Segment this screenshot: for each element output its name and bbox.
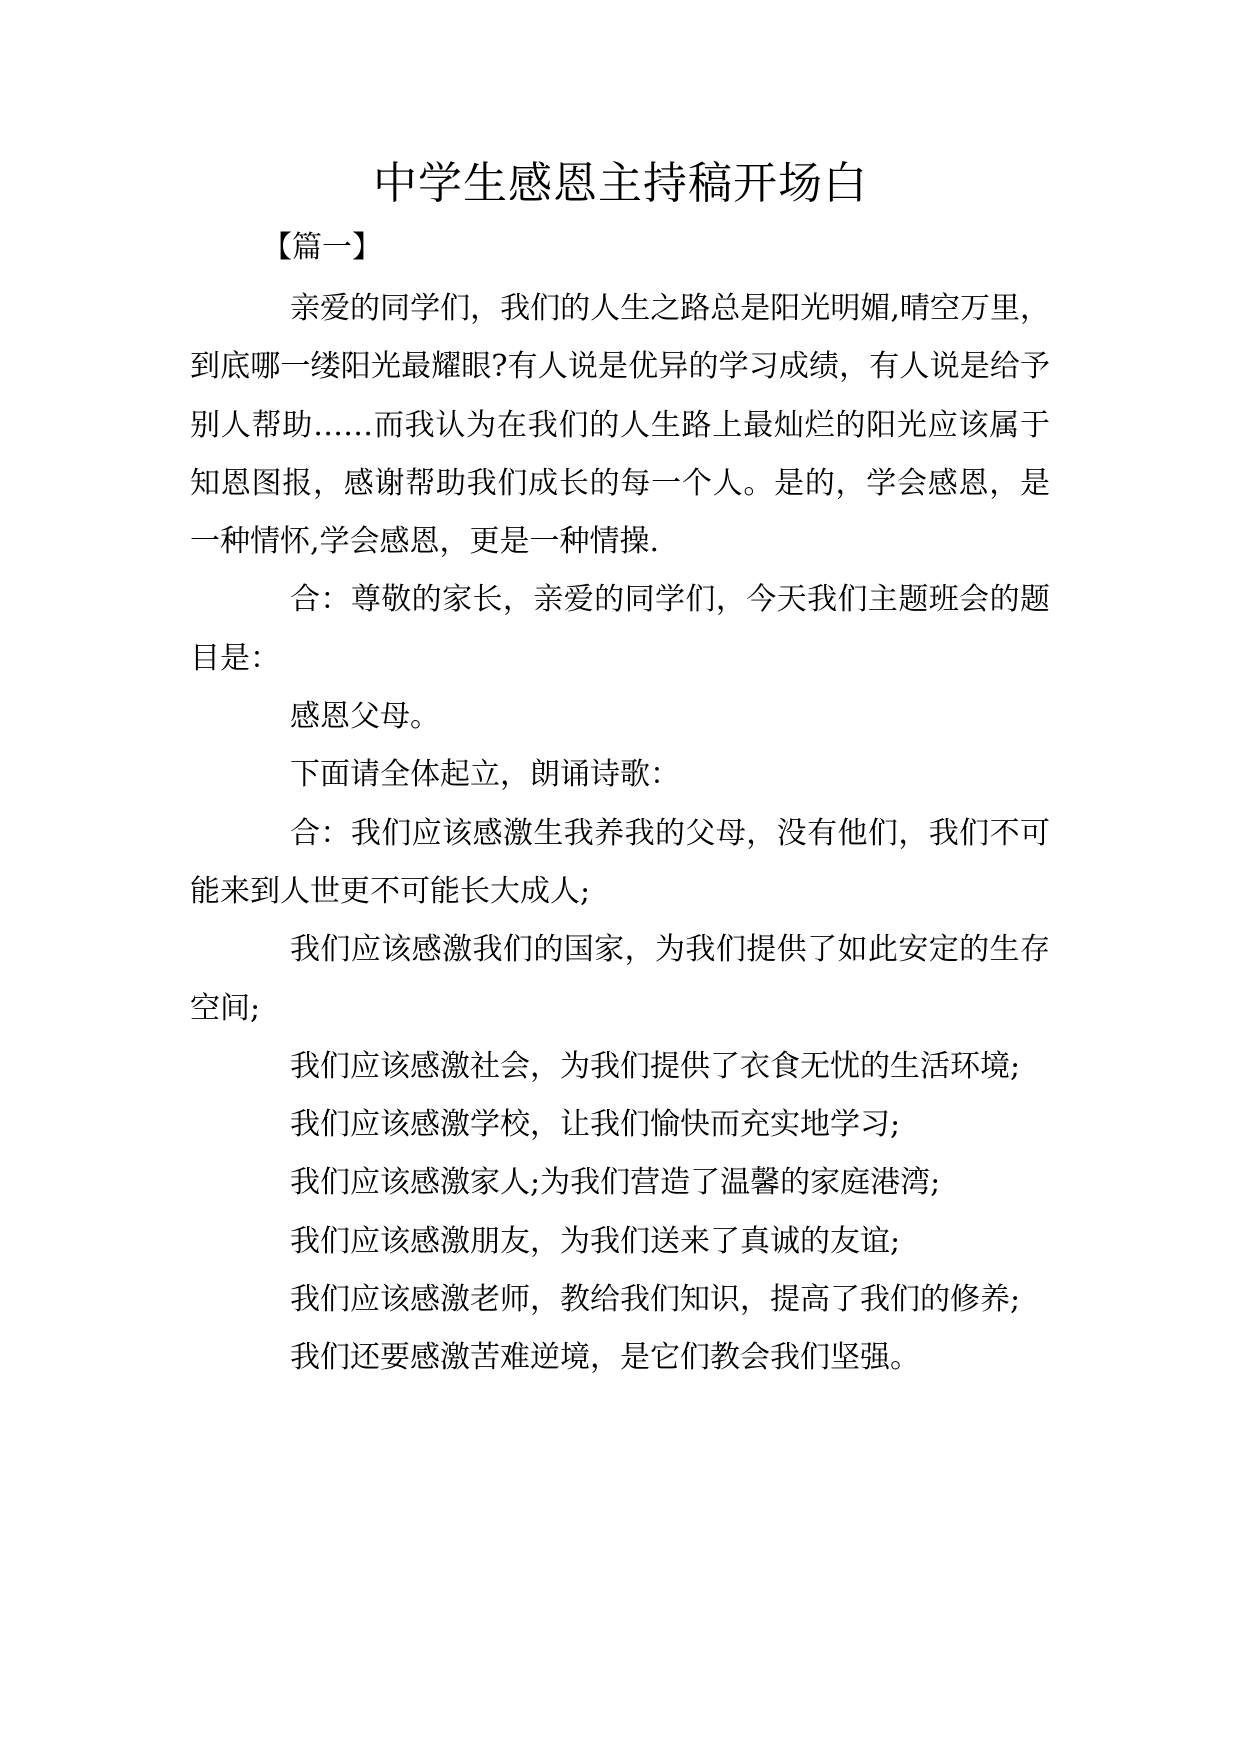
paragraph: 我们应该感激朋友，为我们送来了真诚的友谊; [290, 1223, 901, 1259]
paragraph: 感恩父母。 [290, 699, 440, 735]
paragraph: 我们应该感激社会，为我们提供了衣食无忧的生活环境; [290, 1048, 1021, 1084]
paragraph: 我们应该感激老师，教给我们知识，提高了我们的修养; [290, 1282, 1021, 1318]
paragraph: 我们应该感激我们的国家，为我们提供了如此安定的生存空间; [190, 932, 1050, 1026]
document-body [190, 280, 1050, 1388]
paragraph: 合：我们应该感激生我养我的父母，没有他们，我们不可能来到人世更不可能长大成人; [190, 815, 1050, 909]
page-title: 中学生感恩主持稿开场白 [373, 158, 868, 209]
paragraph: 我们应该感激学校，让我们愉快而充实地学习; [290, 1107, 901, 1143]
paragraph: 我们还要感激苦难逆境，是它们教会我们坚强。 [290, 1340, 920, 1376]
paragraph: 下面请全体起立，朗诵诗歌： [290, 757, 680, 793]
section-label: 【篇一】 [262, 230, 382, 265]
paragraph: 我们应该感激家人;为我们营造了温馨的家庭港湾; [290, 1165, 941, 1201]
paragraph: 亲爱的同学们，我们的人生之路总是阳光明媚,晴空万里，到底哪一缕阳光最耀眼?有人说是优异的学习成绩，有人说是给予别人帮助……而我认为在我们的人生路上最灿烂的阳光应该属于知恩图报，感谢帮助我们成长的每一个人。是的，学会感恩，是一种情怀,学会感恩，更是一种情操. [190, 291, 1050, 560]
paragraph: 合：尊敬的家长，亲爱的同学们，今天我们主题班会的题目是： [190, 582, 1050, 676]
